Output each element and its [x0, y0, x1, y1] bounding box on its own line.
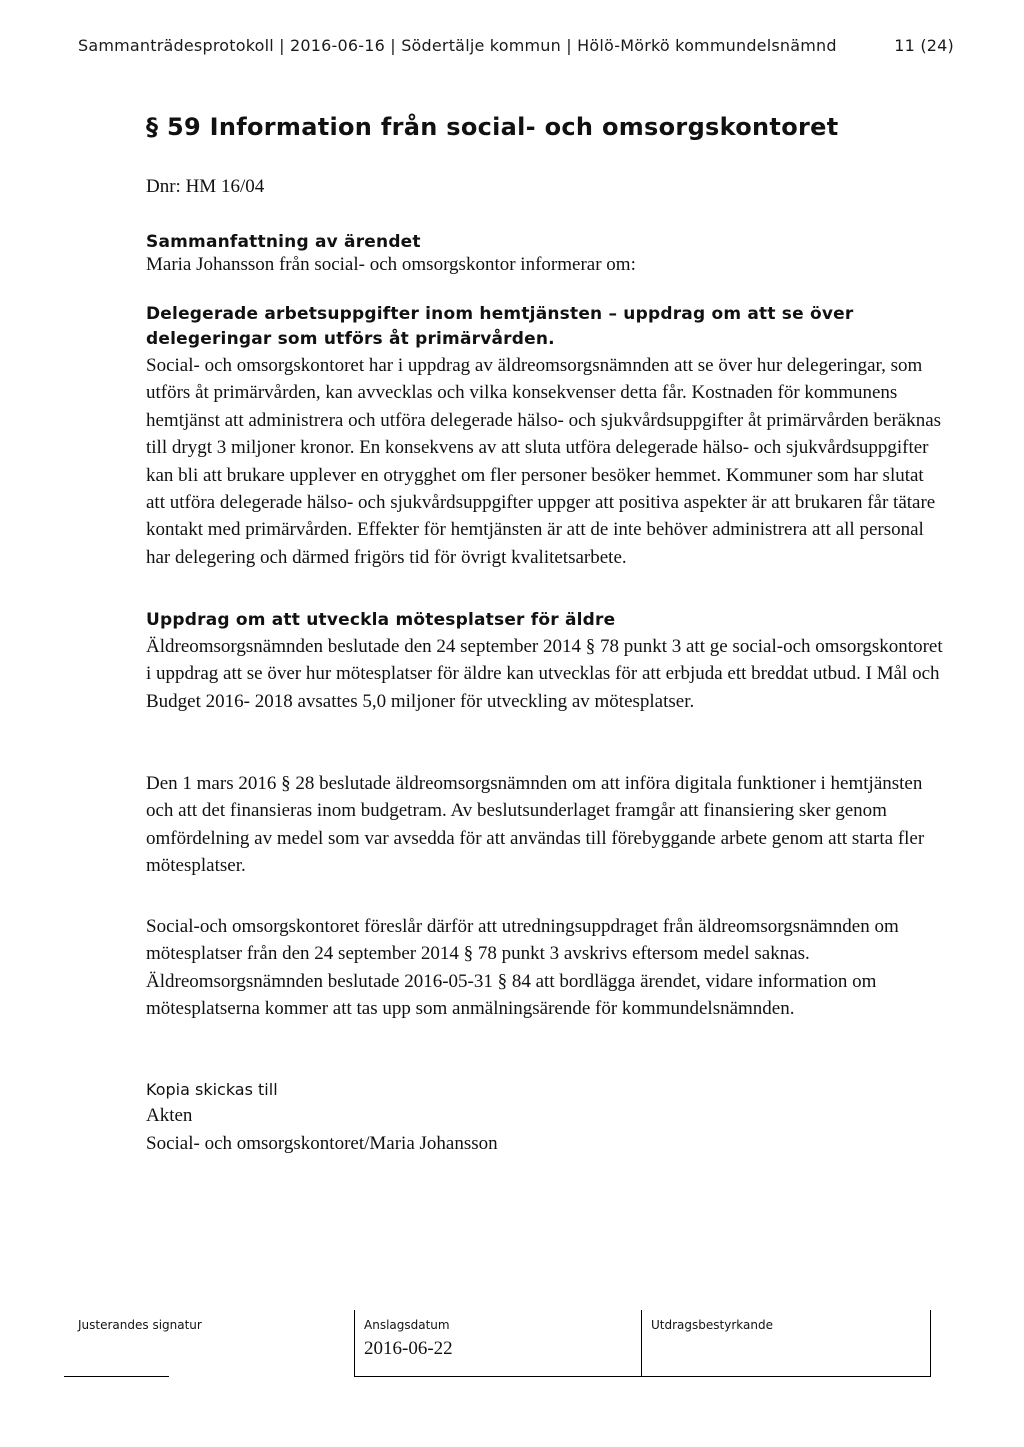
footer-underline	[354, 1376, 931, 1377]
delegation-section	[146, 302, 946, 571]
delegation-heading: Delegerade arbetsuppgifter inom hemtjänsten – uppdrag om att se över delegeringar som utförs åt primärvården.	[146, 304, 854, 349]
page-header	[78, 36, 954, 55]
footer-divider	[930, 1310, 931, 1376]
utdrag-cell	[641, 1296, 931, 1380]
header-title: Sammanträdesprotokoll | 2016-06-16 | Södertälje kommun | Hölö-Mörkö kommundelsnämnd	[78, 36, 837, 55]
copy-label: Kopia skickas till	[146, 1080, 278, 1099]
meeting-places-text: Äldreomsorgsnämnden beslutade den 24 september 2014 § 78 punkt 3 att ge social-och omsorgskontoret i uppdrag att se över hur mötesplatser för äldre kan utvecklas för att erbjuda ett breddat utbud. I Mål och Budget 2016- 2018 avsattes 5,0 miljoner för utveckling av mötesplatser.	[146, 636, 943, 712]
anslag-date: 2016-06-22	[364, 1338, 453, 1359]
section-title: § 59 Information från social- och omsorgskontoret	[146, 113, 839, 141]
proposal-paragraph	[146, 913, 946, 1023]
copy-recipient: Akten	[146, 1105, 193, 1126]
funding-text: Den 1 mars 2016 § 28 beslutade äldreomsorgsnämnden om att införa digitala funktioner i hemtjänsten och att det finansieras inom budgetram. Av beslutsunderlaget framgår att finansiering sker genom omfördelning av medel som var avsedda för att användas till förebyggande arbete genom att starta fler mötesplatser.	[146, 773, 925, 877]
signature-label: Justerandes signatur	[78, 1318, 202, 1332]
funding-paragraph	[146, 770, 946, 880]
copy-recipient: Social- och omsorgskontoret/Maria Johansson	[146, 1133, 498, 1154]
footer-underline	[64, 1376, 169, 1377]
summary-section	[146, 231, 946, 277]
copy-recipients	[146, 1078, 498, 1158]
summary-text: Maria Johansson från social- och omsorgskontor informerar om:	[146, 254, 636, 275]
summary-heading: Sammanfattning av ärendet	[146, 232, 421, 252]
utdrag-label: Utdragsbestyrkande	[651, 1318, 773, 1332]
signature-cell	[64, 1296, 354, 1380]
meeting-places-section	[146, 607, 946, 715]
signature-footer	[64, 1296, 934, 1380]
meeting-places-heading: Uppdrag om att utveckla mötesplatser för äldre	[146, 610, 616, 630]
page-number: 11 (24)	[894, 36, 954, 55]
proposal-text: Social-och omsorgskontoret föreslår därför att utredningsuppdraget från äldreomsorgsnämnden om mötesplatser från den 24 september 2014 § 78 punkt 3 avskrivs eftersom medel saknas. Äldreomsorgsnämnden beslutade 2016-05-31 § 84 att bordlägga ärendet, vidare information om mötesplatserna kommer att tas upp som anmälningsärende för kommundelsnämnden.	[146, 916, 899, 1020]
diary-number: Dnr: HM 16/04	[146, 176, 265, 197]
anslag-cell	[354, 1296, 641, 1380]
delegation-text: Social- och omsorgskontoret har i uppdrag av äldreomsorgsnämnden att se över hur delegeringar, som utförs åt primärvården, kan avvecklas och vilka konsekvenser detta får. Kostnaden för kommunens hemtjänst att administrera och utföra delegerade hälso- och sjukvårdsuppgifter åt primärvården beräknas till drygt 3 miljoner kronor. En konsekvens av att sluta utföra delegerade hälso- och sjukvårdsuppgifter kan bli att brukare upplever en otrygghet om fler personer besöker hemmet. Kommuner som har slutat att utföra delegerade hälso- och sjukvårdsuppgifter uppger att positiva aspekter är att brukaren får tätare kontakt med primärvården. Effekter för hemtjänsten är att de inte behöver administrera att all personal har delegering och därmed frigörs tid för övrigt kvalitetsarbete.	[146, 355, 942, 568]
anslag-label: Anslagsdatum	[364, 1318, 450, 1332]
